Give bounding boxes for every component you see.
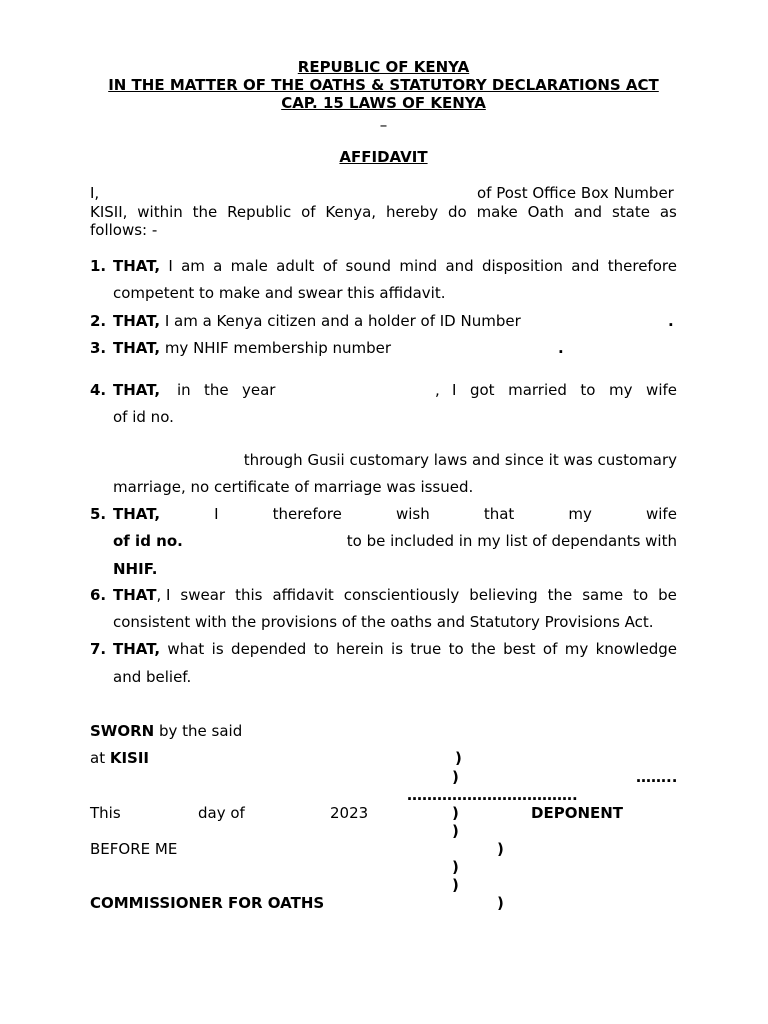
clause-7-line1: THAT, what is depended to herein is true to the best of my knowledge (113, 640, 677, 658)
clause-1-line2: competent to make and swear this affidavit. (113, 284, 446, 302)
clause-4-lead: THAT, (113, 381, 161, 399)
paren-6: ) (452, 858, 459, 876)
commissioner-label: COMMISSIONER FOR OATHS (90, 894, 325, 912)
sworn-at-kisii: at KISII (90, 749, 150, 767)
clause-5-idno: of id no. (113, 532, 183, 550)
clause-5-line1: THAT, I therefore wish that my wife (113, 505, 677, 523)
paren-2: ) (452, 768, 459, 786)
clause-4-line4: marriage, no certificate of marriage was issued. (113, 478, 474, 496)
this-label: This (90, 804, 121, 822)
intro-line3: follows: - (90, 221, 158, 239)
before-me-label: BEFORE ME (90, 840, 178, 858)
clause-1-number: 1. (90, 257, 107, 275)
clause-4-in: in (177, 381, 191, 399)
clause-4-number: 4. (90, 381, 107, 399)
clause-6-line1: THAT, I swear this affidavit conscientiously believing the same to be (113, 586, 677, 604)
header-cap: CAP. 15 LAWS OF KENYA (281, 94, 486, 112)
clause-2-number: 2. (90, 312, 107, 330)
year-label: 2023 (330, 804, 369, 822)
paren-5: ) (497, 840, 504, 858)
clause-5-number: 5. (90, 505, 107, 523)
clause-4-line1-rest: I got married to my wife (452, 381, 677, 399)
paren-1: ) (455, 749, 462, 767)
clause-7-line2: and belief. (113, 668, 192, 686)
document-title: AFFIDAVIT (339, 148, 428, 166)
paren-7: ) (452, 876, 459, 894)
clause-4-the: the (204, 381, 229, 399)
intro-line2: KISII, within the Republic of Kenya, hereby do make Oath and state as (90, 203, 677, 221)
clause-6-number: 6. (90, 586, 107, 604)
paren-4: ) (452, 822, 459, 840)
clause-5-line2: to be included in my list of dependants with (346, 532, 677, 550)
clause-4-year: year (242, 381, 276, 399)
clause-1-line1: THAT, I am a male adult of sound mind and disposition and therefore (113, 257, 677, 275)
header-dash: – (379, 116, 388, 134)
day-of-label: day of (198, 804, 245, 822)
clause-5-nhif: NHIF. (113, 560, 158, 578)
clause-6-line2: consistent with the provisions of the oaths and Statutory Provisions Act. (113, 613, 654, 631)
clause-3-text: THAT, my NHIF membership number (113, 339, 392, 357)
clause-7-number: 7. (90, 640, 107, 658)
clause-4-line3: through Gusii customary laws and since it was customary (243, 451, 677, 469)
clause-3-dot: . (558, 339, 564, 357)
intro-pobox: of Post Office Box Number (477, 184, 674, 202)
paren-3: ) (452, 804, 459, 822)
clause-4-line2: of id no. (113, 408, 174, 426)
dots-short: …….. (636, 768, 678, 786)
sworn-line: SWORN by the said (90, 722, 243, 740)
dots-long: ……………………………. (407, 786, 578, 804)
intro-i: I, (90, 184, 100, 202)
clause-3-number: 3. (90, 339, 107, 357)
deponent-label: DEPONENT (531, 804, 624, 822)
clause-2-text: THAT, I am a Kenya citizen and a holder of ID Number (113, 312, 521, 330)
paren-8: ) (497, 894, 504, 912)
clause-4-comma: , (435, 381, 440, 399)
header-act: IN THE MATTER OF THE OATHS & STATUTORY DECLARATIONS ACT (108, 76, 659, 94)
header-republic: REPUBLIC OF KENYA (297, 58, 470, 76)
clause-2-dot: . (668, 312, 674, 330)
